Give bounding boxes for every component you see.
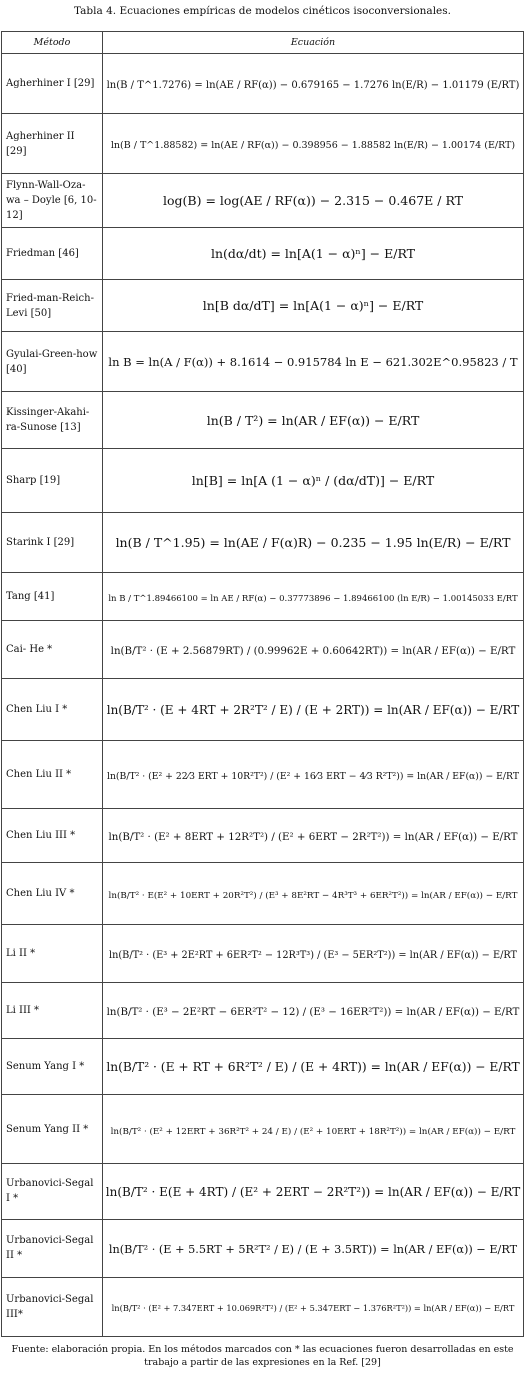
table-row: [2, 228, 524, 280]
equation-cell: ln(B/T² · (E² + 7.347ERT + 10.069R²T²) / (E² + 5.347ERT − 1.376R²T²)) = ln(AR / EF(α)) − E/RT: [103, 1277, 524, 1336]
method-cell: Tang [41]: [2, 572, 103, 620]
table-row: [2, 1219, 524, 1277]
table-row: [2, 925, 524, 983]
method-cell: Gyulai-Green-how [40]: [2, 332, 103, 392]
table-row: [2, 809, 524, 863]
table-row: [2, 678, 524, 740]
equation-cell: ln(B/T² · (E + 2.56879RT) / (0.99962E + 0.60642RT)) = ln(AR / EF(α)) − E/RT: [103, 620, 524, 678]
method-cell: Kissinger-Akahi-ra-Sunose [13]: [2, 392, 103, 448]
table-row: [2, 983, 524, 1039]
equation-cell: ln(B/T² · (E² + 22⁄3 ERT + 10R²T²) / (E² + 16⁄3 ERT − 4⁄3 R²T²)) = ln(AR / EF(α)) − E/RT: [103, 740, 524, 808]
method-cell: Urbanovici-Segal III*: [2, 1277, 103, 1336]
equation-cell: ln(B / T^1.95) = ln(AE / F(α)R) − 0.235 − 1.95 ln(E/R) − E/RT: [103, 512, 524, 572]
method-cell: Starink I [29]: [2, 512, 103, 572]
equation-cell: ln(B/T² · (E + 4RT + 2R²T² / E) / (E + 2RT)) = ln(AR / EF(α)) − E/RT: [103, 678, 524, 740]
table-row: [2, 54, 524, 114]
equation-cell: ln B / T^1.89466100 = ln AE / RF(α) − 0.37773896 − 1.89466100 (ln E/R) − 1.00145033 E/RT: [103, 572, 524, 620]
equation-cell: ln(B/T² · (E + RT + 6R²T² / E) / (E + 4RT)) = ln(AR / EF(α)) − E/RT: [103, 1039, 524, 1095]
equation-cell: ln(B/T² · (E² + 12ERT + 36R²T² + 24 / E) / (E² + 10ERT + 18R²T²)) = ln(AR / EF(α)) − E/RT: [103, 1095, 524, 1163]
table-row: [2, 174, 524, 228]
method-cell: Sharp [19]: [2, 448, 103, 512]
table-row: [2, 1163, 524, 1219]
method-cell: Li II *: [2, 925, 103, 983]
equation-cell: ln[B] = ln[A (1 − α)ⁿ / (dα/dT)] − E/RT: [103, 448, 524, 512]
equation-cell: ln(B/T² · (E² + 8ERT + 12R²T²) / (E² + 6ERT − 2R²T²)) = ln(AR / EF(α)) − E/RT: [103, 809, 524, 863]
table-row: [2, 1039, 524, 1095]
equation-cell: ln(B/T² · (E³ − 2E²RT − 6ER²T² − 12) / (E³ − 16ER²T²)) = ln(AR / EF(α)) − E/RT: [103, 983, 524, 1039]
method-cell: Agherhiner II [29]: [2, 114, 103, 174]
equation-cell: ln B = ln(A / F(α)) + 8.1614 − 0.915784 ln E − 621.302E^0.95823 / T: [103, 332, 524, 392]
method-cell: Chen Liu II *: [2, 740, 103, 808]
method-cell: Agherhiner I [29]: [2, 54, 103, 114]
method-cell: Li III *: [2, 983, 103, 1039]
table-row: [2, 332, 524, 392]
method-cell: Chen Liu IV *: [2, 863, 103, 925]
equation-cell: ln(B / T^1.88582) = ln(AE / RF(α)) − 0.398956 − 1.88582 ln(E/R) − 1.00174 (E/RT): [103, 114, 524, 174]
method-cell: Senum Yang I *: [2, 1039, 103, 1095]
method-cell: Fried-man-Reich-Levi [50]: [2, 280, 103, 332]
table-row: [2, 863, 524, 925]
table-row: [2, 392, 524, 448]
method-cell: Cai- He *: [2, 620, 103, 678]
method-cell: Flynn-Wall-Oza-wa – Doyle [6, 10-12]: [2, 174, 103, 228]
table-caption: Tabla 4. Ecuaciones empíricas de modelos cinéticos isoconversionales.: [73, 5, 451, 17]
method-cell: Urbanovici-Segal I *: [2, 1163, 103, 1219]
method-cell: Chen Liu I *: [2, 678, 103, 740]
table-row: [2, 740, 524, 808]
equation-cell: ln[B dα/dT] = ln[A(1 − α)ⁿ] − E/RT: [103, 280, 524, 332]
table-row: [2, 1095, 524, 1163]
table-footnote: Fuente: elaboración propia. En los métodos marcados con * las ecuaciones fueron desarrolladas en este trabajo a partir de las expresiones en la Ref. [29]: [11, 1344, 514, 1368]
equation-cell: ln(B/T² · (E + 5.5RT + 5R²T² / E) / (E + 3.5RT)) = ln(AR / EF(α)) − E/RT: [103, 1219, 524, 1277]
equations-table: [1, 31, 524, 1337]
table-row: [2, 1277, 524, 1336]
method-cell: Senum Yang II *: [2, 1095, 103, 1163]
table-row: [2, 448, 524, 512]
table-row: [2, 280, 524, 332]
method-cell: Chen Liu III *: [2, 809, 103, 863]
table-row: [2, 114, 524, 174]
equation-cell: ln(B/T² · E(E + 4RT) / (E² + 2ERT − 2R²T²)) = ln(AR / EF(α)) − E/RT: [103, 1163, 524, 1219]
equation-cell: ln(B / T^1.7276) = ln(AE / RF(α)) − 0.679165 − 1.7276 ln(E/R) − 1.01179 (E/RT): [103, 54, 524, 114]
equation-cell: ln(B/T² · (E³ + 2E²RT + 6ER²T² − 12R³T³) / (E³ − 5ER²T²)) = ln(AR / EF(α)) − E/RT: [103, 925, 524, 983]
equation-column-header: Ecuación: [103, 32, 524, 54]
equation-cell: ln(dα/dt) = ln[A(1 − α)ⁿ] − E/RT: [103, 228, 524, 280]
equation-cell: ln(B/T² · E(E² + 10ERT + 20R²T²) / (E³ + 8E²RT − 4R³T³ + 6ER²T²)) = ln(AR / EF(α)) − E/RT: [103, 863, 524, 925]
table-row: [2, 620, 524, 678]
method-cell: Friedman [46]: [2, 228, 103, 280]
table-row: [2, 572, 524, 620]
method-column-header: Método: [2, 32, 103, 54]
equation-cell: ln(B / T²) = ln(AR / EF(α)) − E/RT: [103, 392, 524, 448]
equation-cell: log(B) = log(AE / RF(α)) − 2.315 − 0.467E / RT: [103, 174, 524, 228]
table-row: [2, 512, 524, 572]
method-cell: Urbanovici-Segal II *: [2, 1219, 103, 1277]
table-header-row: [2, 32, 524, 54]
